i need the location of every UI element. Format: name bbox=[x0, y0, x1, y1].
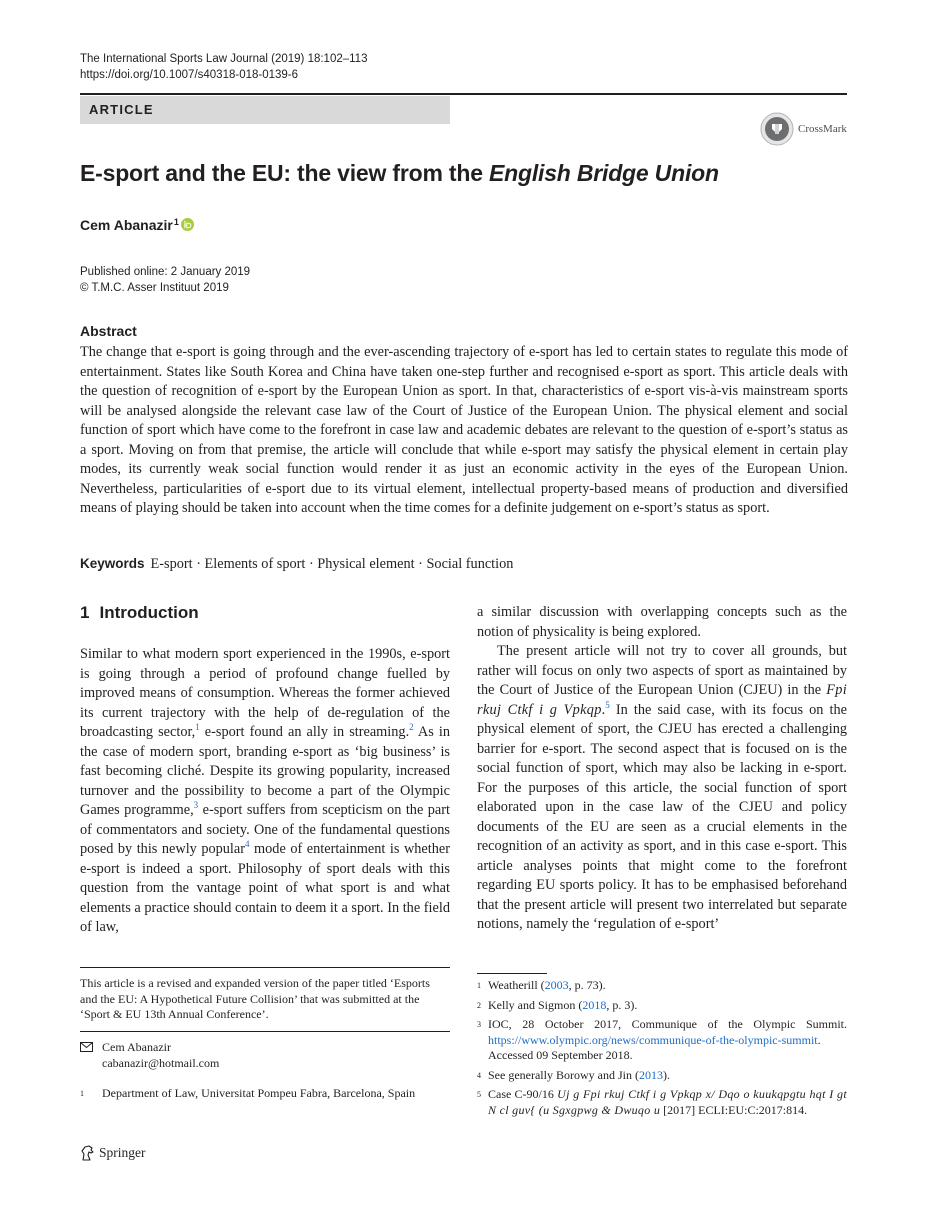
section-number: 1 bbox=[80, 603, 90, 622]
journal-citation: The International Sports Law Journal (2019) 18:102–113 bbox=[80, 53, 368, 65]
text-run: . bbox=[601, 701, 606, 718]
author-name: Cem Abanazir bbox=[80, 217, 173, 233]
envelope-icon bbox=[80, 1040, 102, 1071]
footnote-text bbox=[488, 1068, 847, 1084]
footnote-number: 4 bbox=[477, 1070, 481, 1080]
section-title: Introduction bbox=[99, 603, 199, 622]
title-italic: English Bridge Union bbox=[489, 160, 719, 186]
footnote-rule bbox=[477, 973, 547, 974]
body-right-column bbox=[477, 603, 847, 935]
footnote-ref-3[interactable]: 3 bbox=[193, 800, 199, 811]
title-main: E-sport and the EU: the view from the bbox=[80, 160, 489, 186]
affiliation-block bbox=[80, 1086, 450, 1102]
springer-horse-icon bbox=[80, 1145, 95, 1161]
orcid-icon[interactable] bbox=[181, 218, 194, 231]
article-type-label: ARTICLE bbox=[80, 96, 450, 124]
footnote-text bbox=[488, 998, 847, 1014]
affiliation-text: Department of Law, Universitat Pompeu Fabra, Barcelona, Spain bbox=[102, 1086, 416, 1100]
contact-block bbox=[80, 1040, 219, 1071]
crossmark-badge[interactable] bbox=[760, 112, 847, 146]
keywords-heading: Keywords bbox=[80, 556, 145, 571]
note-rule bbox=[80, 967, 450, 968]
footnote-ref-4[interactable]: 4 bbox=[245, 839, 250, 850]
journal-header bbox=[80, 51, 367, 83]
contact-email[interactable]: cabanazir@hotmail.com bbox=[102, 1055, 220, 1070]
footnote-ref-1[interactable]: 1 bbox=[195, 722, 200, 733]
footnote-1 bbox=[477, 978, 847, 994]
footnote-ref-2[interactable]: 2 bbox=[409, 722, 414, 733]
copyright-line: © T.M.C. Asser Instituut 2019 bbox=[80, 282, 229, 294]
keywords-list: E-sport · Elements of sport · Physical element · Social function bbox=[150, 556, 514, 572]
paper-title bbox=[80, 160, 719, 187]
footnote-text bbox=[488, 1087, 847, 1118]
footnote-number: 1 bbox=[477, 981, 481, 990]
footnote-4 bbox=[477, 1068, 847, 1084]
text-run: Weatherill ( bbox=[488, 978, 545, 992]
text-run: Case C-90/16 bbox=[488, 1087, 558, 1101]
text-run: The present article will not try to cover all grounds, but rather will focus on only two aspects of sport as maintained by the Court of Justice of the European Union (CJEU) in the bbox=[477, 643, 847, 698]
footnote-3 bbox=[477, 1017, 847, 1064]
text-run: ). bbox=[662, 1067, 670, 1082]
footnote-number: 2 bbox=[477, 1000, 481, 1010]
publication-info bbox=[80, 264, 250, 296]
footnote-2 bbox=[477, 998, 847, 1014]
intro-paragraph-continued: a similar discussion with overlapping concepts such as the notion of physicality is being explored. bbox=[477, 604, 847, 640]
crossmark-icon bbox=[760, 112, 794, 146]
case-name-italic: Fpi rkuj Ctkf i g Vpkqp bbox=[477, 682, 847, 718]
text-run: . Accessed 09 September 2018. bbox=[488, 1032, 821, 1062]
crossmark-label: CrossMark bbox=[798, 123, 847, 135]
text-run: Similar to what modern sport experienced in the 1990s, e-sport is going through a period of profound change fuelled by improved means of consumption. Whereas the former achieved its current trajectory with the help of de-regulation of the broadcasting sector, bbox=[80, 646, 450, 740]
intro-paragraph-2 bbox=[477, 642, 847, 935]
publisher-footer bbox=[80, 1145, 146, 1161]
footnote-ref-5[interactable]: 5 bbox=[605, 699, 610, 710]
text-run: As in the case of modern sport, branding e-sport as ‘big business’ is fast becoming cliché. Despite its growing popularity, increased turnover and the possibility to become a part of the Olympic Games programme, bbox=[80, 724, 450, 818]
footnote-text bbox=[488, 978, 847, 994]
publisher-name: Springer bbox=[99, 1145, 146, 1160]
contact-rule bbox=[80, 1031, 450, 1032]
published-date: Published online: 2 January 2019 bbox=[80, 266, 251, 278]
text-run: Kelly and Sigmon ( bbox=[488, 997, 583, 1012]
text-run: In the said case, with its focus on the physical element of sport, the CJEU has erected a challenging barrier for e-sport. The second aspect that is focused on is the social function of sport, which may also be lacking in e-sport. For the purposes of this article, the social function of sport elaborated upon in the case law of the CJEU and policy documents of the EU are seen as a crucial elements in the recognition of an activity as sport, and in this case e-sport. This article analyses points that might come to the forefront regarding EU sports policy. It has to be emphasised beforehand that the present article will present two interrelated but separate notions, namely the ‘regulation of e-sport’ bbox=[477, 701, 847, 932]
section-heading bbox=[80, 603, 199, 623]
citation-link[interactable]: 2013 bbox=[638, 1067, 663, 1082]
text-run: , p. 3). bbox=[606, 997, 638, 1012]
affiliation-number: 1 bbox=[80, 1089, 84, 1098]
revision-note: This article is a revised and expanded version of the paper titled ‘Esports and the EU: A Hypothetical Future Collision’ that was submitted at the ‘Sport & EU 13th Annual Conference’. bbox=[80, 976, 430, 1021]
abstract-heading: Abstract bbox=[80, 323, 137, 339]
doi-link[interactable]: https://doi.org/10.1007/s40318-018-0139-6 bbox=[80, 69, 299, 81]
abstract-text: The change that e-sport is going through and the ever-ascending trajectory of e-sport has led to certain states to regulate this mode of entertainment. States like South Korea and China have taken one-step further and recognised e-sport as sport. This article deals with the question of recognition of e-sport by the European Union as sport. In that, characteristics of e-sport vis-à-vis mainstream sports will be analysed alongside the relevant case law of the Court of Justice of the European Union. The physical element and social function of sport which have come to the forefront in case law and academic debates are relevant to the question of e-sport’s status as a sport. Moving on from that premise, the article will conclude that while e-sport may satisfy the physical element in certain play modes, its currently weak social function would render it as just an economic activity in the eyes of the European Union. Nevertheless, particularities of e-sport due to its virtual element, intellectual property-based means of production and diversified means of playing should be taken into account when the time comes for a definite judgement on e-sport’s status as sport. bbox=[80, 344, 848, 516]
case-title-italic: Uj g Fpi rkuj Ctkf i g Vpkqp x/ Dqo o kuukqpgtu hqt I gt N cl guv{ (u Sgxgpwg & Dwuqo u bbox=[488, 1087, 847, 1117]
intro-paragraph-1 bbox=[80, 645, 450, 938]
text-run: e-sport found an ally in streaming. bbox=[199, 724, 410, 740]
footnote-text bbox=[488, 1017, 847, 1064]
text-run: IOC, 28 October 2017, Communique of the Olympic Summit. bbox=[488, 1017, 847, 1031]
text-run: See generally Borowy and Jin ( bbox=[488, 1067, 639, 1082]
text-run: mode of entertainment is whether e-sport is indeed a sport. Philosophy of sport deals with this question from the vantage point of what sport is and what elements a practice should contain to deem it a sport. In the field of law, bbox=[80, 841, 450, 935]
footnotes-list bbox=[477, 978, 847, 1122]
body-left-column bbox=[80, 645, 450, 938]
citation-link[interactable]: 2018 bbox=[582, 997, 607, 1012]
author-affiliation-sup: 1 bbox=[173, 217, 179, 227]
author-line bbox=[80, 217, 194, 233]
header-rule bbox=[80, 93, 847, 95]
text-run: e-sport suffers from scepticism on the part of commentators and society. One of the fundamental questions posed by this newly popular bbox=[80, 802, 450, 857]
footnote-number: 3 bbox=[477, 1020, 481, 1029]
footnote-number: 5 bbox=[477, 1090, 481, 1099]
citation-link[interactable]: 2003 bbox=[544, 978, 569, 992]
text-run: , p. 73). bbox=[568, 978, 606, 992]
url-link[interactable]: https://www.olympic.org/news/communique-of-the-olympic-summit bbox=[488, 1032, 818, 1047]
keywords-line bbox=[80, 556, 513, 573]
text-run: [2017] ECLI:EU:C:2017:814. bbox=[660, 1102, 808, 1117]
contact-name: Cem Abanazir bbox=[102, 1040, 171, 1054]
footnote-5 bbox=[477, 1087, 847, 1118]
